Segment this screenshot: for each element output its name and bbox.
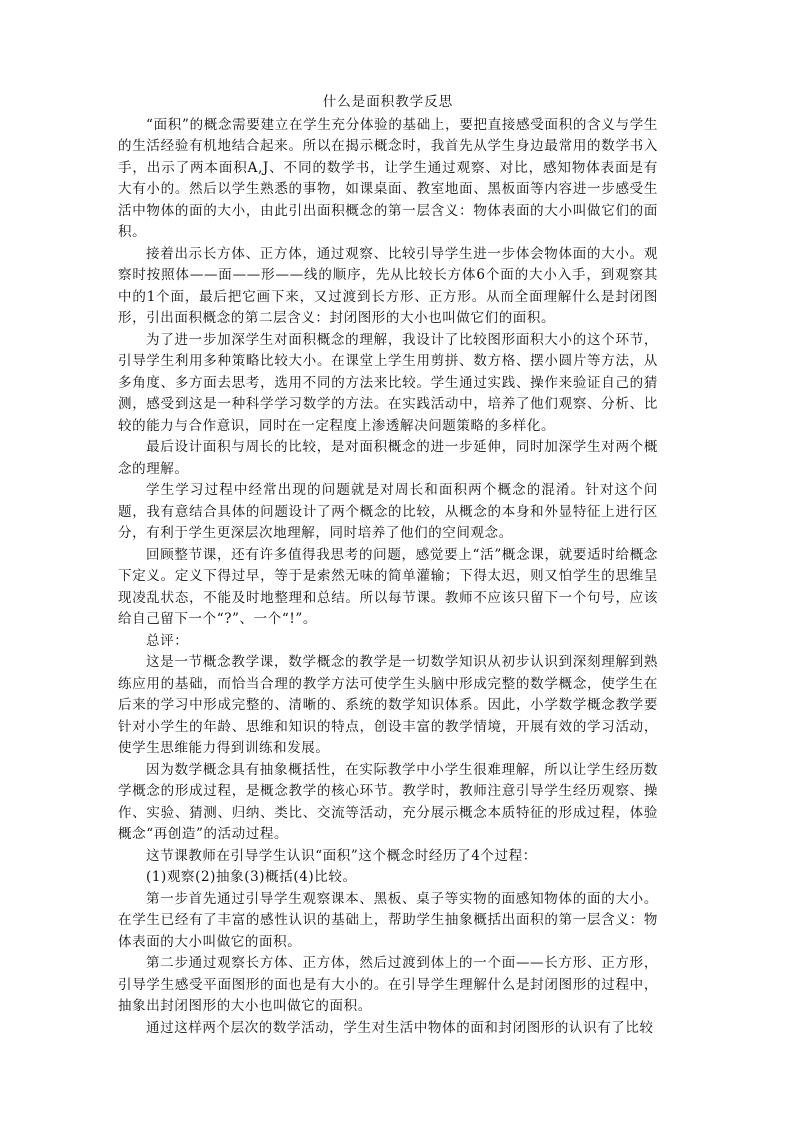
paragraph: 接着出示长方体、正方体，通过观察、比较引导学生进一步体会物体面的大小。观察时按照体——面——形——线的顺序，先从比较长方体6个面的大小入手，到观察其中的1个面，最后把它画下来，又过渡到长方形、正方形。从而全面理解什么是封闭图形，引出面积概念的第二层含义：封闭图形的大小也叫做它们的面积。 (118, 245, 658, 326)
process-list: (1)观察(2)抽象(3)概括(4)比较。 (146, 869, 357, 885)
paragraph: 这是一节概念教学课，数学概念的教学是一切数学知识从初步认识到深刻理解到熟练应用的基础，而恰当合理的教学方法可使学生头脑中形成完整的数学概念，使学生在后来的学习中形成完整的、清晰的、系统的数学知识体系。因此，小学数学概念教学要针对小学生的年龄、思维和知识的特点，创设丰富的教学情境，开展有效的学习活动，使学生思维能力得到训练和发展。 (118, 654, 658, 756)
paragraph: “面积”的概念需要建立在学生充分体验的基础上，要把直接感受面积的含义与学生的生活经验有机地结合起来。所以在揭示概念时，我首先从学生身边最常用的数学书入手，出示了两本面积A,J、不同的数学书，让学生通过观察、对比，感知物体表面是有大有小的。然后以学生熟悉的事物，如课桌面、教室地面、黑板面等内容进一步感受生活中物体的面的大小，由此引出面积概念的第一层含义：物体表面的大小叫做它们的面积。 (118, 116, 658, 240)
paragraph: 为了进一步加深学生对面积概念的理解，我设计了比较图形面积大小的这个环节，引导学生利用多种策略比较大小。在课堂上学生用剪拼、数方格、摆小圆片等方法，从多角度、多方面去思考，选用不同的方法来比较。学生通过实践、操作来验证自己的猜测，感受到这是一种科学学习数学的方法。在实践活动中，培养了他们观察、分析、比较的能力与合作意识，同时在一定程度上渗透解决问题策略的多样化。 (118, 331, 658, 434)
summary-heading: 总评： (146, 632, 189, 649)
paragraph: 这节课教师在引导学生认识“面积”这个概念时经历了4个过程： (146, 847, 537, 864)
paragraph: 因为数学概念具有抽象概括性，在实际教学中小学生很难理解，所以让学生经历数学概念的形成过程，是概念教学的核心环节。教学时，教师注意引导学生经历观察、操作、实验、猜测、归纳、类比、交流等活动，充分展示概念本质特征的形成过程，体验概念“再创造”的活动过程。 (118, 761, 658, 842)
paragraph: 第二步通过观察长方体、正方体，然后过渡到体上的一个面——长方形、正方形，引导学生感受平面图形的面也是有大小的。在引导学生理解什么是封闭图形的过程中，抽象出封闭图形的大小也叫做它的面积。 (118, 955, 658, 1014)
paragraph: 第一步首先通过引导学生观察课本、黑板、桌子等实物的面感知物体的面的大小。在学生已经有了丰富的感性认识的基础上，帮助学生抽象概括出面积的第一层含义：物体表面的大小叫做它的面积。 (118, 890, 658, 950)
document-title: 什么是面积教学反思 (322, 94, 454, 110)
document-page (118, 92, 658, 1039)
paragraph: 学生学习过程中经常出现的问题就是对周长和面积两个概念的混淆。针对这个问题，我有意结合具体的问题设计了两个概念的比较，从概念的本身和外显特征上进行区分，有利于学生更深层次地理解，同时培养了他们的空间观念。 (118, 482, 658, 541)
paragraph: 最后设计面积与周长的比较，是对面积概念的进一步延伸，同时加深学生对两个概念的理解。 (118, 439, 658, 477)
paragraph: 回顾整节课，还有许多值得我思考的问题，感觉要上“活”概念课，就要适时给概念下定义。定义下得过早，等于是索然无味的简单灌输；下得太迟，则又怕学生的思维呈现凌乱状态，不能及时地整理和总结。所以每节课。教师不应该只留下一个句号，应该给自己留下一个“?”、一个“!”。 (118, 546, 658, 627)
paragraph: 通过这样两个层次的数学活动，学生对生活中物体的面和封闭图形的认识有了比较 (146, 1019, 654, 1036)
